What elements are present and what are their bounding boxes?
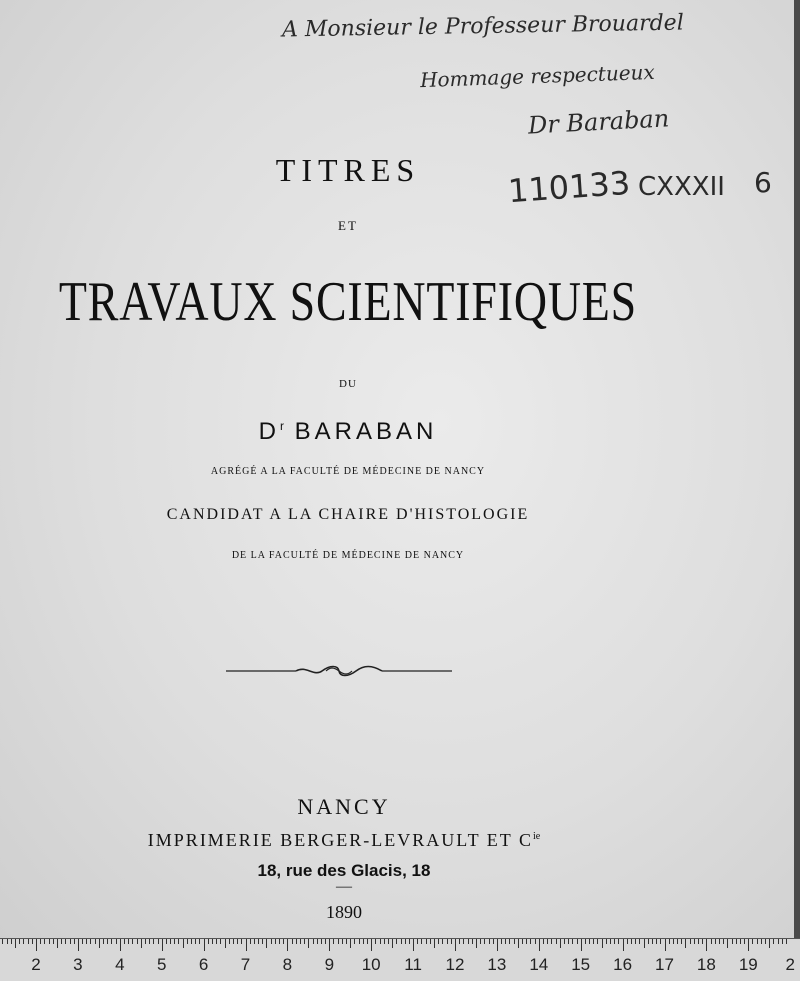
ruler-tick (677, 939, 678, 944)
ruler-tick (107, 939, 108, 944)
title-titres: TITRES (275, 152, 421, 188)
ruler-tick (32, 939, 33, 944)
faculty-line: DE LA FACULTÉ DE MÉDECINE DE NANCY (231, 550, 465, 561)
ruler-tick (95, 939, 96, 944)
ruler-number: 14 (529, 955, 549, 974)
ruler-tick (90, 939, 91, 944)
ruler-tick (371, 939, 372, 951)
ruler-tick (702, 939, 703, 944)
ruler-number: 15 (571, 955, 591, 974)
ruler-tick (484, 939, 485, 944)
ruler-tick (497, 939, 498, 951)
handwritten-signature: Dr Baraban (527, 104, 670, 140)
ruler-tick (183, 939, 184, 948)
ruler-tick (597, 939, 598, 944)
ruler-tick (65, 939, 66, 944)
ruler-tick (287, 939, 288, 951)
ruler-tick (681, 939, 682, 944)
ruler-number: 10 (361, 955, 381, 974)
ruler-tick (191, 939, 192, 944)
ruler-tick (434, 939, 435, 948)
ruler-tick (266, 939, 267, 948)
ruler-tick (174, 939, 175, 944)
ruler-tick (11, 939, 12, 944)
ruler-tick (518, 939, 519, 948)
author-name (0, 418, 748, 446)
ruler-tick (354, 939, 355, 944)
ruler-tick (635, 939, 636, 944)
main-title: TRAVAUX SCIENTIFIQUES (58, 271, 638, 333)
imprint-city: NANCY (297, 794, 391, 819)
ruler-number: 9 (324, 955, 335, 974)
ruler-tick (719, 939, 720, 944)
ruler-tick (233, 939, 234, 944)
ruler-number: 3 (73, 955, 83, 974)
ruler-tick (585, 939, 586, 944)
ruler-tick (627, 939, 628, 944)
ruler-tick (275, 939, 276, 944)
ruler-tick (137, 939, 138, 944)
ruler-tick (304, 939, 305, 944)
ruler-tick (602, 939, 603, 948)
ruler-tick (648, 939, 649, 944)
ruler-tick (111, 939, 112, 944)
ruler-number: 18 (696, 955, 716, 974)
ruler-tick (53, 939, 54, 944)
ruler-tick (572, 939, 573, 944)
ruler-number: 13 (487, 955, 507, 974)
ruler-tick (195, 939, 196, 944)
ruler-tick (246, 939, 247, 951)
ruler-tick (694, 939, 695, 944)
ruler-tick (778, 939, 779, 944)
ruler-tick (459, 939, 460, 944)
ruler-tick (706, 939, 707, 951)
ruler-tick (589, 939, 590, 944)
ruler-tick (124, 939, 125, 944)
ruler-tick (715, 939, 716, 944)
ruler-tick (149, 939, 150, 944)
ruler-tick (463, 939, 464, 944)
author-surname: BARABAN (294, 418, 438, 445)
ruler-tick (128, 939, 129, 944)
ruler-tick (451, 939, 452, 944)
ruler-tick (367, 939, 368, 944)
author-prefix: D (258, 418, 280, 445)
ruler-tick (388, 939, 389, 944)
ruler-tick (522, 939, 523, 944)
ruler-tick (229, 939, 230, 944)
ruler-number: 19 (738, 955, 758, 974)
ruler-tick (593, 939, 594, 944)
ruler-tick (292, 939, 293, 944)
ruler-tick (384, 939, 385, 944)
ruler-tick (70, 939, 71, 944)
ruler-tick (539, 939, 540, 951)
ruler-tick (430, 939, 431, 944)
ruler-tick (606, 939, 607, 944)
ruler-tick (685, 939, 686, 948)
ruler-tick (153, 939, 154, 944)
ruler-tick (665, 939, 666, 951)
ruler-tick (296, 939, 297, 944)
ruler-tick (476, 939, 477, 948)
catalog-code: CXXXII (638, 172, 725, 202)
ruler-tick (560, 939, 561, 948)
handwritten-dedication: A Monsieur le Professeur Brouardel (281, 10, 684, 43)
ruler-tick (652, 939, 653, 944)
ruler-tick (577, 939, 578, 944)
ruler-tick (375, 939, 376, 944)
ruler-tick (220, 939, 221, 944)
ruler-tick (57, 939, 58, 948)
ruler-tick (141, 939, 142, 948)
ruler-tick (40, 939, 41, 944)
ruler-tick (116, 939, 117, 944)
imprint-dash: — (336, 878, 352, 895)
ruler-tick (99, 939, 100, 948)
ruler-tick (78, 939, 79, 951)
ruler-tick (748, 939, 749, 951)
author-prefix-sup: r (279, 419, 284, 433)
ruler-tick (342, 939, 343, 944)
author-position: AGRÉGÉ A LA FACULTÉ DE MÉDECINE DE NANCY (210, 466, 486, 477)
ruler-tick (501, 939, 502, 944)
ruler-tick (325, 939, 326, 944)
ruler-tick (752, 939, 753, 944)
handwritten-homage: Hommage respectueux (419, 59, 656, 93)
ruler-tick (283, 939, 284, 944)
ruler-number: 6 (198, 955, 209, 974)
ruler-tick (103, 939, 104, 944)
ruler-tick (208, 939, 209, 944)
ruler-tick (86, 939, 87, 944)
ruler-tick (614, 939, 615, 944)
ruler-tick (493, 939, 494, 944)
catalog-number: 110133 (506, 163, 632, 211)
ruler-tick (23, 939, 24, 944)
ruler-tick (698, 939, 699, 944)
ruler-tick (769, 939, 770, 948)
ruler-tick (74, 939, 75, 944)
ruler-number: 17 (655, 955, 674, 974)
ruler-tick (199, 939, 200, 944)
ruler-tick (526, 939, 527, 944)
ruler-tick (505, 939, 506, 944)
ruler-tick (509, 939, 510, 944)
ruler-tick (15, 939, 16, 948)
ruler-tick (300, 939, 301, 944)
ruler-tick (204, 939, 205, 951)
ruler-tick (711, 939, 712, 944)
title-et: ET (338, 218, 358, 233)
ruler-tick (363, 939, 364, 944)
candidacy-line: CANDIDAT A LA CHAIRE D'HISTOLOGIE (166, 506, 530, 523)
ruler-tick (673, 939, 674, 944)
ruler-number: 11 (404, 955, 422, 974)
ruler-tick (2, 939, 3, 944)
ruler-tick (610, 939, 611, 944)
ruler-tick (547, 939, 548, 944)
ruler-tick (480, 939, 481, 944)
ruler-tick (7, 939, 8, 944)
ruler-tick (359, 939, 360, 944)
catalog-suffix: 6 (754, 166, 772, 199)
printer-name: IMPRIMERIE BERGER-LEVRAULT ET C (147, 830, 533, 850)
ruler-tick (564, 939, 565, 944)
imprint-year: 1890 (326, 902, 362, 922)
ruler-tick (468, 939, 469, 944)
ruler-tick (49, 939, 50, 944)
ruler-tick (313, 939, 314, 944)
ruler-tick (250, 939, 251, 944)
ruler-number: 12 (445, 955, 465, 974)
ruler-tick (28, 939, 29, 944)
ruler-tick (530, 939, 531, 944)
ruler-tick (158, 939, 159, 944)
ruler-tick (162, 939, 163, 951)
ruler-number: 5 (156, 955, 167, 974)
ruler-tick (262, 939, 263, 944)
ruler-tick (321, 939, 322, 944)
ruler-tick (317, 939, 318, 944)
ruler-tick (660, 939, 661, 944)
ruler-tick (346, 939, 347, 944)
ruler-tick (329, 939, 330, 951)
ruler-tick (656, 939, 657, 944)
ruler-tick (631, 939, 632, 944)
ruler-tick (61, 939, 62, 944)
ruler-tick (669, 939, 670, 944)
ruler-tick (401, 939, 402, 944)
ruler-tick (258, 939, 259, 944)
ruler-tick (639, 939, 640, 944)
ruler-tick (514, 939, 515, 944)
ruler-tick (338, 939, 339, 944)
ruler-tick (690, 939, 691, 944)
ruler-tick (581, 939, 582, 951)
ruler-tick (535, 939, 536, 944)
ruler-tick (380, 939, 381, 944)
ruler-tick (166, 939, 167, 944)
ruler-tick (761, 939, 762, 944)
ruler-tick (438, 939, 439, 944)
ruler-tick (82, 939, 83, 944)
ruler-tick (271, 939, 272, 944)
ruler-tick (472, 939, 473, 944)
ruler-tick (417, 939, 418, 944)
ruler-tick (212, 939, 213, 944)
ruler-number: 8 (282, 955, 293, 974)
ruler-tick (405, 939, 406, 944)
printer-sup: ie (532, 831, 541, 842)
ruler-tick (254, 939, 255, 944)
ruler-tick (757, 939, 758, 944)
ruler-number: 2 (31, 955, 41, 974)
ruler-tick (551, 939, 552, 944)
ruler-tick (333, 939, 334, 944)
ruler-tick (19, 939, 20, 944)
ruler-tick (413, 939, 414, 951)
ruler-tick (489, 939, 490, 944)
ruler-tick (732, 939, 733, 944)
ruler-tick (409, 939, 410, 944)
ruler-tick (782, 939, 783, 944)
ruler-tick (773, 939, 774, 944)
ruler-tick (241, 939, 242, 944)
ruler-tick (568, 939, 569, 944)
ruler-tick (740, 939, 741, 944)
ruler-tick (543, 939, 544, 944)
ruler-number: 7 (240, 955, 251, 974)
ruler-tick (178, 939, 179, 944)
ruler-tick (36, 939, 37, 951)
ruler-tick (392, 939, 393, 948)
ruler-tick (447, 939, 448, 944)
ruler-tick (44, 939, 45, 944)
ruler-tick (350, 939, 351, 948)
ruler-tick (187, 939, 188, 944)
ruler-tick (442, 939, 443, 944)
ruler-tick (279, 939, 280, 944)
ruler-tick (644, 939, 645, 948)
ruler-tick (455, 939, 456, 951)
ruler-tick (145, 939, 146, 944)
ruler-tick (765, 939, 766, 944)
ruler-tick (618, 939, 619, 944)
ornament-divider (226, 661, 452, 681)
measuring-ruler (0, 938, 800, 981)
ruler-tick (786, 939, 787, 944)
ruler-tick (132, 939, 133, 944)
ruler-tick (623, 939, 624, 951)
ruler-tick (120, 939, 121, 951)
ruler-tick (426, 939, 427, 944)
ruler-tick (723, 939, 724, 944)
ruler-number: 4 (115, 955, 125, 974)
ruler-tick (727, 939, 728, 948)
title-du: DU (339, 378, 357, 390)
ruler-tick (421, 939, 422, 944)
ruler-number: 16 (613, 955, 633, 974)
ruler-tick (170, 939, 171, 944)
imprint-address: 18, rue des Glacis, 18 (257, 861, 431, 880)
imprint-printer (0, 830, 744, 851)
ruler-number: 2 (785, 955, 795, 974)
ruler-tick (308, 939, 309, 948)
ruler-tick (237, 939, 238, 944)
ruler-tick (225, 939, 226, 948)
ruler-tick (216, 939, 217, 944)
ruler-tick (736, 939, 737, 944)
page-edge (794, 0, 800, 938)
ruler-tick (396, 939, 397, 944)
ruler-tick (556, 939, 557, 944)
ruler-tick (744, 939, 745, 944)
